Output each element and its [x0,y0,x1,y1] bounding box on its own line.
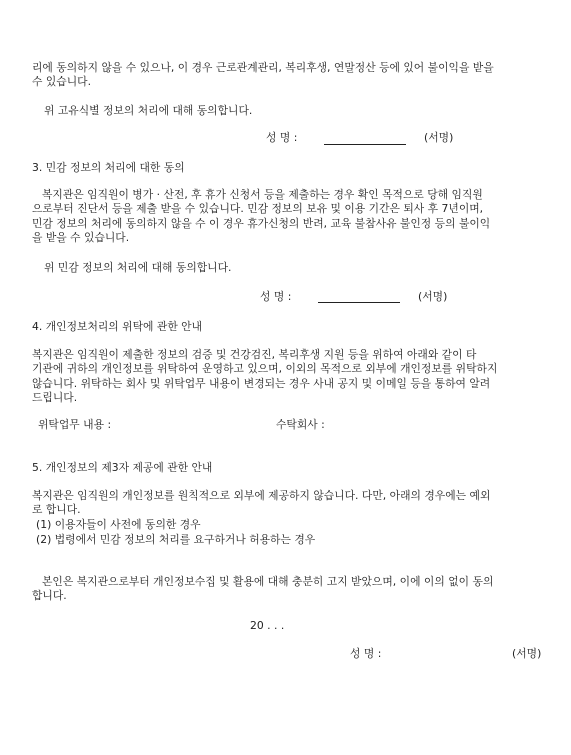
paragraph-line: 리에 동의하지 않을 수 있으나, 이 경우 근로관계관리, 복리후생, 연말정산 등에 있어 불이익을 받을 [32,61,494,74]
paragraph-line: 않습니다. 위탁하는 회사 및 위탁업무 내용이 변경되는 경우 사내 공지 및 이메일 등을 통하여 알려 [32,376,491,390]
paragraph-line: 복지관은 임직원이 병가 · 산전, 후 휴가 신청서 등을 제출하는 경우 확인 목적으로 당해 임직원 [42,188,483,201]
paragraph-line: 합니다. [32,589,67,603]
consignment-task-label: 위탁업무 내용 : [38,418,112,431]
section3-heading: 3. 민감 정보의 처리에 대한 동의 [32,161,185,174]
paragraph-line: 드립니다. [32,391,78,405]
section3-signature-line[interactable] [318,302,400,303]
paragraph-line: 복지관은 임직원이 제출한 정보의 검증 및 건강검진, 복리후생 지원 등을 위하여 아래와 같이 타 [32,348,477,361]
closing-paragraph [32,575,542,604]
section5-paragraph [32,489,542,518]
section4-heading: 4. 개인정보처리의 위탁에 관한 안내 [32,320,203,333]
closing-signature-label: 성 명 : [350,647,382,660]
section1-paragraph [32,61,542,90]
paragraph-line: 으로부터 진단서 등을 제출 받을 수 있습니다. 민감 정보의 보유 및 이용 기간은 퇴사 후 7년이며, [32,202,484,216]
paragraph-line: 민감 정보의 처리에 동의하지 않을 수 이 경우 휴가신청의 반려, 교육 불참사유 불인정 등의 불이익 [32,216,491,230]
section3-paragraph [32,188,542,246]
paragraph-line: 수 있습니다. [32,75,92,89]
paragraph-line: 로 합니다. [32,503,81,517]
section5-heading: 5. 개인정보의 제3자 제공에 관한 안내 [32,461,213,474]
section5-list-item: (1) 이용자들이 사전에 동의한 경우 [36,518,201,531]
section1-signature-suffix: (서명) [424,131,454,144]
section1-consent-statement: 위 고유식별 정보의 처리에 대해 동의합니다. [44,104,253,117]
section1-signature-label: 성 명 : [266,131,298,144]
date-field[interactable]: 20 . . . [250,619,285,632]
trustee-company-label: 수탁회사 : [276,418,325,431]
section3-signature-suffix: (서명) [418,290,448,303]
paragraph-line: 기관에 귀하의 개인정보를 위탁하여 운영하고 있으며, 이외의 목적으로 외부에 개인정보를 위탁하지 [32,362,498,376]
section3-signature-label: 성 명 : [260,290,292,303]
closing-signature-suffix: (서명) [512,647,542,660]
section4-paragraph [32,348,542,406]
section5-list-item: (2) 법령에서 민감 정보의 처리를 요구하거나 허용하는 경우 [36,533,316,546]
section3-consent-statement: 위 민감 정보의 처리에 대해 동의합니다. [44,261,232,274]
paragraph-line: 복지관은 임직원의 개인정보를 원칙적으로 외부에 제공하지 않습니다. 다만, 아래의 경우에는 예외 [32,489,491,502]
paragraph-line: 을 받을 수 있습니다. [32,231,130,245]
paragraph-line: 본인은 복지관으로부터 개인정보수집 및 활용에 대해 충분히 고지 받았으며, 이에 이의 없이 동의 [42,575,494,588]
section1-signature-line[interactable] [324,144,406,145]
